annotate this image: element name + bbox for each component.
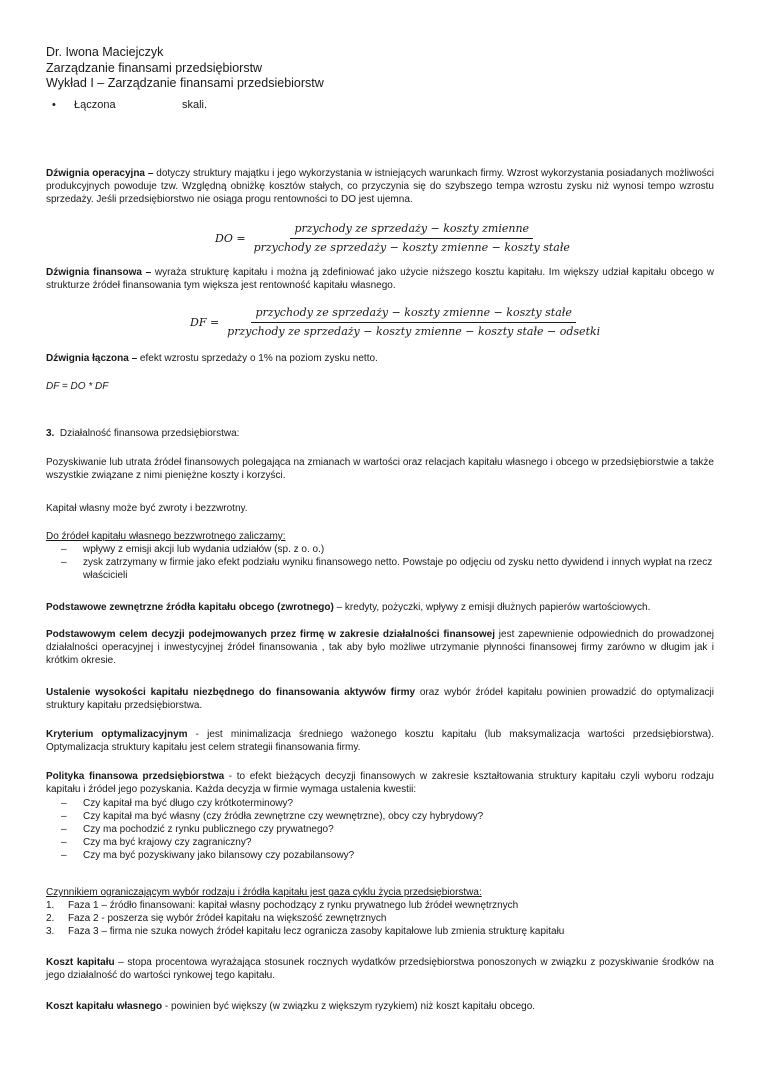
financial-policy-term: Polityka finansowa przedsiębiorstwa bbox=[46, 771, 225, 782]
list-item: – Czy ma być krajowy czy zagraniczny? bbox=[61, 837, 252, 848]
bullet-word-skali: skali. bbox=[182, 99, 208, 111]
financial-policy-section bbox=[46, 770, 714, 862]
dash-marker: – bbox=[61, 557, 67, 568]
optimization-criterion-paragraph bbox=[46, 728, 714, 754]
acquisition-paragraph: Pozyskiwanie lub utrata źródeł finansowych polegająca na zmianach w wartości oraz relacjach kapitału własnego i obcego w przedsiębiorstwie a także wszystkie związane z nimi pieniężne koszty i korzyści. bbox=[46, 457, 714, 481]
operating-leverage-term: Dźwignia operacyjna – bbox=[46, 168, 154, 179]
lecture-title: Wykład I – Zarządzanie finansami przedsiebiorstw bbox=[46, 76, 324, 91]
formula-df-lhs: DF = bbox=[190, 315, 220, 329]
cost-of-equity-text: - powinien być większy (w związku z większym ryzykiem) niż koszt kapitału obcego. bbox=[162, 1001, 536, 1012]
financial-policy-paragraph bbox=[46, 770, 714, 796]
section-3-heading bbox=[46, 427, 714, 440]
operating-leverage-paragraph bbox=[46, 167, 714, 206]
list-item: – wpływy z emisji akcji lub wydania udziałów (sp. z o. o.) bbox=[61, 544, 325, 555]
document-header bbox=[46, 45, 714, 92]
optimization-criterion-term: Kryterium optymalizacyjnym bbox=[46, 729, 188, 740]
non-repayable-equity-section bbox=[46, 530, 714, 582]
header-bullet-line bbox=[46, 98, 714, 112]
optimization-criterion-text: - jest minimalizacja średniego ważonego kosztu kapitału (lub maksymalizacja wartości przedsiębiorstwa). Optymalizacja struktury kapitału jest celem strategii finansowania firmy. bbox=[46, 729, 714, 753]
cost-of-capital-term: Koszt kapitału bbox=[46, 957, 115, 968]
cost-of-equity-term: Koszt kapitału własnego bbox=[46, 1001, 163, 1012]
list-number: 2. bbox=[46, 913, 55, 924]
list-item: – Czy ma być pozyskiwany jako bilansowy czy pozabilansowy? bbox=[61, 850, 355, 861]
dash-marker: – bbox=[61, 798, 67, 809]
financial-leverage-term: Dźwignia finansowa – bbox=[46, 267, 152, 278]
section-3-number: 3. bbox=[46, 428, 55, 439]
list-item: – Czy kapitał ma być własny (czy źródła zewnętrzne czy wewnętrzne), obcy czy hybrydowy? bbox=[61, 811, 484, 822]
list-item: – Czy ma pochodzić z rynku publicznego czy prywatnego? bbox=[61, 824, 334, 835]
lifecycle-section bbox=[46, 886, 714, 938]
questions-list bbox=[46, 797, 714, 862]
formula-df bbox=[190, 306, 604, 340]
capital-determination-text: oraz wybór źródeł kapitału powinien prowadzić do optymalizacji struktury kapitału przedsiębiorstwa. bbox=[46, 687, 715, 711]
formula-do-numerator: przychody ze sprzedaży − koszty zmienne bbox=[290, 222, 533, 239]
main-goal-paragraph bbox=[46, 628, 714, 667]
financial-leverage-text: wyraża strukturę kapitału i można ją zdefiniować jako użycie niższego kosztu kapitału. Im większy udział kapitału obcego w strukturze źródeł finansowania tym większa jest rentowność kapitału własnego. bbox=[46, 267, 714, 291]
section-3-title: Działalność finansowa przedsiębiorstwa: bbox=[59, 428, 240, 439]
lifecycle-heading: Czynnikiem ograniczającym wybór rodzaju i źródła kapitału jest gaza cyklu życia przedsiębiorstwa: bbox=[46, 887, 482, 898]
author-name: Dr. Iwona Maciejczyk bbox=[46, 45, 164, 59]
list-item: 3. Faza 3 – firma nie szuka nowych źródeł kapitału lecz ogranicza zasoby kapitałowe lub zmienia strukturę kapitału bbox=[46, 926, 565, 937]
non-repayable-list bbox=[46, 543, 714, 582]
formula-do-denominator: przychody ze sprzedaży − koszty zmienne − koszty stałe bbox=[253, 241, 570, 255]
capital-determination-term: Ustalenie wysokości kapitału niezbędnego do finansowania aktywów firmy bbox=[46, 687, 416, 698]
capital-determination-paragraph bbox=[46, 686, 714, 712]
lifecycle-phases-list bbox=[46, 899, 714, 938]
cost-of-equity-paragraph bbox=[46, 1000, 714, 1013]
operating-leverage-text: dotyczy struktury majątku i jego wykorzystania w istniejących warunkach firmy. Wzrost wykorzystania posiadanych możliwości produkcyjnych powoduje tzw. Względną obniżkę kosztów stałych, co przyczynia się do szybszego tempa wzrostu zysku niż wynosi tempo wzrostu sprzedaży. Jeśli przedsiębiorstwo nie osiąga progu rentowności to DO jest ujemna. bbox=[46, 168, 714, 205]
dash-marker: – bbox=[61, 837, 67, 848]
financial-policy-text: - to efekt bieżących decyzji finansowych w zakresie kształtowania struktury kapitału czyli wyboru rodzaju kapitału i źródeł jego pozyskania. Każda decyzja w firmie wymaga ustalenia kwestii: bbox=[46, 771, 714, 795]
financial-leverage-paragraph bbox=[46, 266, 714, 292]
formula-do-lhs: DO = bbox=[215, 231, 246, 245]
formula-df-fraction bbox=[223, 306, 604, 340]
cost-of-capital-paragraph bbox=[46, 956, 714, 982]
combined-leverage-paragraph bbox=[46, 352, 714, 365]
external-sources-term: Podstawowe zewnętrzne źródła kapitału obcego (zwrotnego) bbox=[46, 602, 334, 613]
bullet-word-laczona: Łączona bbox=[74, 99, 116, 111]
cost-of-capital-text: – stopa procentowa wyrażająca stosunek rocznych wydatków przedsiębiorstwa ponoszonych w związku z pozyskiwanie środków na jego działalność do wartości rynkowej tego kapitału. bbox=[46, 957, 714, 981]
bullet-marker: • bbox=[52, 99, 56, 111]
formula-do-fraction bbox=[250, 222, 574, 256]
combined-leverage-text: efekt wzrostu sprzedaży o 1% na poziom zysku netto. bbox=[137, 353, 378, 364]
list-item: 1. Faza 1 – źródło finansowani: kapitał własny pochodzący z rynku prywatnego lub źródeł wewnętrznych bbox=[46, 900, 519, 911]
dash-marker: – bbox=[61, 850, 67, 861]
formula-df-numerator: przychody ze sprzedaży − koszty zmienne − koszty stałe bbox=[251, 306, 575, 323]
external-sources-paragraph bbox=[46, 601, 714, 614]
course-title: Zarządzanie finansami przedsiębiorstw bbox=[46, 60, 263, 75]
dash-marker: – bbox=[61, 544, 67, 555]
df-equation: DF = DO * DF bbox=[46, 381, 109, 392]
external-sources-text: – kredyty, pożyczki, wpływy z emisji dłużnych papierów wartościowych. bbox=[333, 602, 651, 613]
list-item: – zysk zatrzymany w firmie jako efekt podziału wyniku finansowego netto. Powstaje po odjęciu od zysku netto dywidend i innych wypłat na rzecz właścicieli bbox=[61, 557, 713, 581]
formula-df-denominator: przychody ze sprzedaży − koszty zmienne − koszty stałe − odsetki bbox=[227, 325, 601, 339]
dash-marker: – bbox=[61, 824, 67, 835]
equity-paragraph: Kapitał własny może być zwroty i bezzwrotny. bbox=[46, 503, 248, 514]
dash-marker: – bbox=[61, 811, 67, 822]
list-item: 2. Faza 2 - poszerza się wybór źródeł kapitału na większość zewnętrznych bbox=[46, 913, 387, 924]
list-item: – Czy kapitał ma być długo czy krótkoterminowy? bbox=[61, 798, 294, 809]
list-number: 3. bbox=[46, 926, 55, 937]
combined-leverage-term: Dźwignia łączona – bbox=[46, 353, 138, 364]
non-repayable-heading: Do źródeł kapitału własnego bezzwrotnego zaliczamy: bbox=[46, 531, 286, 542]
formula-do bbox=[215, 222, 574, 256]
list-number: 1. bbox=[46, 900, 55, 911]
main-goal-text: jest zapewnienie odpowiednich do prowadzonej działalności operacyjnej i inwestycyjnej źródeł finansowania , tak aby było możliwe utrzymanie płynności finansowej firmy zarówno w długim jak i krótkim okresie. bbox=[46, 629, 714, 666]
main-goal-term: Podstawowym celem decyzji podejmowanych przez firmę w zakresie działalności finansowej bbox=[46, 629, 496, 640]
